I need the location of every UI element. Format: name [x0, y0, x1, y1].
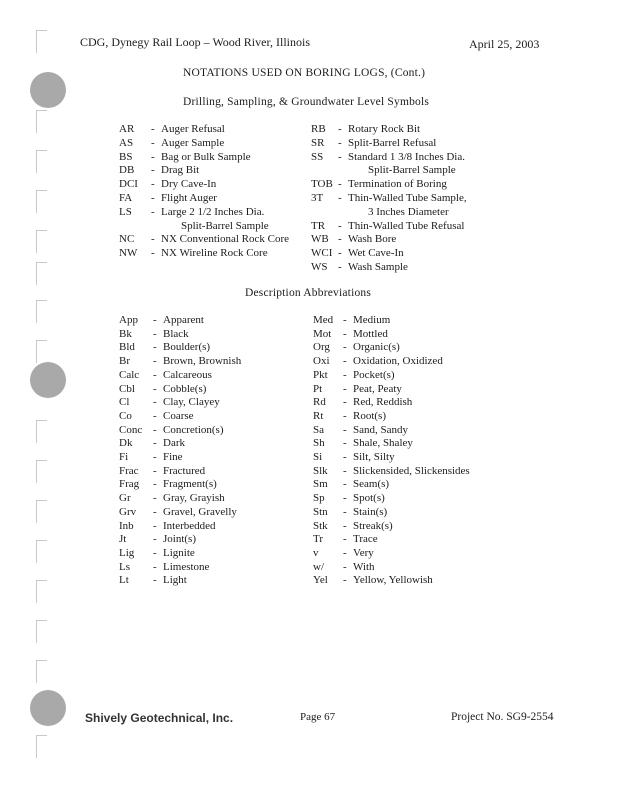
abbreviation-description: Flight Auger	[161, 192, 217, 204]
abbreviation-code: DB	[119, 164, 135, 177]
separator-dash: -	[338, 247, 342, 260]
separator-dash: -	[343, 560, 347, 573]
abbreviation-description: Split-Barrel Refusal	[348, 136, 437, 149]
separator-dash: -	[343, 341, 347, 354]
separator-dash: -	[153, 546, 157, 559]
abbreviation-description: Fractured	[163, 464, 206, 477]
separator-dash: -	[153, 533, 157, 546]
separator-dash: -	[343, 396, 347, 409]
separator-dash: -	[343, 368, 347, 381]
abbreviation-description: Dry Cave-In	[161, 178, 217, 191]
abbreviation-code: Dk	[119, 437, 133, 450]
abbreviation-description: Auger Refusal	[161, 123, 225, 135]
abbreviation-description: Fine	[163, 451, 183, 463]
abbreviation-description: Auger Sample	[161, 136, 225, 149]
separator-dash: -	[153, 519, 157, 532]
abbreviation-code: NC	[119, 233, 135, 246]
abbreviation-description: NX Conventional Rock Core	[161, 233, 290, 246]
abbreviation-description: Wet Cave-In	[348, 247, 404, 260]
separator-dash: -	[343, 492, 347, 505]
separator-dash: -	[151, 205, 155, 218]
binder-tab-mark	[36, 735, 47, 758]
separator-dash: -	[153, 341, 157, 354]
abbreviation-code: Br	[119, 355, 130, 368]
separator-dash: -	[151, 150, 155, 163]
footer-company: Shively Geotechnical, Inc.	[85, 711, 234, 725]
abbreviation-description: Apparent	[163, 314, 204, 326]
binder-tab-mark	[36, 110, 47, 133]
separator-dash: -	[343, 382, 347, 395]
abbreviation-code: Bk	[119, 327, 132, 340]
abbreviation-code: TOB	[311, 178, 333, 191]
abbreviation-code: WCI	[311, 247, 333, 260]
abbreviation-description: Thin-Walled Tube Refusal	[348, 219, 465, 232]
separator-dash: -	[153, 423, 157, 436]
separator-dash: -	[343, 519, 347, 532]
separator-dash: -	[338, 178, 342, 191]
separator-dash: -	[153, 327, 157, 340]
abbreviation-code: Pt	[313, 382, 323, 395]
abbreviation-description-continued: 3 Inches Diameter	[368, 205, 449, 218]
separator-dash: -	[151, 178, 155, 191]
page-title: NOTATIONS USED ON BORING LOGS, (Cont.)	[183, 67, 426, 79]
abbreviation-code: Bld	[119, 341, 135, 354]
abbreviation-description: Brown, Brownish	[163, 355, 242, 368]
abbreviation-description: Limestone	[163, 560, 210, 573]
abbreviation-code: Inb	[119, 519, 134, 532]
separator-dash: -	[153, 314, 157, 326]
binder-tab-mark	[36, 620, 47, 643]
abbreviation-code: Sa	[313, 423, 324, 436]
separator-dash: -	[153, 396, 157, 409]
abbreviation-code: DCI	[119, 178, 138, 191]
separator-dash: -	[153, 451, 157, 463]
separator-dash: -	[343, 464, 347, 477]
abbreviation-description: Calcareous	[163, 368, 212, 381]
abbreviation-description: Interbedded	[163, 519, 216, 532]
separator-dash: -	[153, 464, 157, 477]
binder-tab-mark	[36, 230, 47, 253]
abbreviation-description: Oxidation, Oxidized	[353, 355, 443, 368]
separator-dash: -	[151, 123, 155, 135]
abbreviation-description: Joint(s)	[163, 533, 196, 546]
abbreviation-code: Frag	[119, 478, 140, 491]
abbreviation-description: Concretion(s)	[163, 423, 224, 436]
footer-page-number: Page 67	[300, 711, 336, 723]
binder-tab-mark	[36, 300, 47, 323]
abbreviation-description: Red, Reddish	[353, 396, 413, 409]
abbreviation-code: Rd	[313, 396, 326, 409]
abbreviation-description: NX Wireline Rock Core	[161, 247, 268, 260]
separator-dash: -	[153, 368, 157, 381]
binder-punch-hole	[30, 690, 66, 726]
separator-dash: -	[338, 136, 342, 149]
separator-dash: -	[151, 136, 155, 149]
separator-dash: -	[343, 437, 347, 450]
separator-dash: -	[338, 123, 342, 135]
abbreviation-code: Stk	[313, 519, 328, 532]
abbreviation-code: Conc	[119, 423, 143, 436]
abbreviation-description: Yellow, Yellowish	[353, 574, 433, 587]
abbreviation-description: Trace	[353, 533, 378, 546]
abbreviation-code: Rt	[313, 409, 324, 422]
abbreviation-code: Jt	[119, 533, 127, 546]
abbreviation-code: Sm	[313, 478, 328, 491]
binder-tab-mark	[36, 262, 47, 285]
abbreviation-description: Sand, Sandy	[353, 423, 408, 436]
separator-dash: -	[153, 355, 157, 368]
binder-tab-mark	[36, 660, 47, 683]
binder-tab-mark	[36, 500, 47, 523]
abbreviation-code: Cl	[119, 396, 130, 409]
abbreviation-code: Sh	[313, 437, 325, 450]
abbreviation-code: 3T	[311, 192, 324, 204]
abbreviation-description: Organic(s)	[353, 341, 400, 354]
abbreviation-code: Lt	[119, 574, 129, 587]
abbreviation-code: Slk	[313, 464, 328, 477]
footer-project-number: Project No. SG9-2554	[451, 711, 554, 723]
abbreviation-code: AR	[119, 123, 135, 135]
separator-dash: -	[343, 327, 347, 340]
separator-dash: -	[151, 233, 155, 246]
abbreviation-description: Medium	[353, 314, 391, 326]
abbreviation-description: Dark	[163, 437, 185, 450]
separator-dash: -	[153, 574, 157, 587]
abbreviation-code: v	[313, 546, 319, 559]
binder-punch-hole	[30, 72, 66, 108]
separator-dash: -	[153, 382, 157, 395]
abbreviation-description: Coarse	[163, 409, 194, 422]
separator-dash: -	[153, 560, 157, 573]
abbreviation-description: Boulder(s)	[163, 341, 211, 354]
section-heading-description: Description Abbreviations	[245, 287, 372, 299]
abbreviation-code: TR	[311, 219, 326, 232]
abbreviation-description: Wash Bore	[348, 233, 397, 246]
abbreviation-code: Mot	[313, 327, 332, 340]
abbreviation-description: Root(s)	[353, 409, 386, 422]
abbreviation-code: Org	[313, 341, 330, 354]
abbreviation-description: Light	[163, 574, 187, 587]
binder-tab-mark	[36, 150, 47, 173]
abbreviation-description: Clay, Clayey	[163, 396, 220, 409]
abbreviation-code: w/	[313, 560, 324, 573]
separator-dash: -	[153, 478, 157, 491]
abbreviation-description: Bag or Bulk Sample	[161, 150, 251, 163]
abbreviation-code: FA	[119, 192, 133, 204]
abbreviation-code: Lig	[119, 546, 135, 559]
binder-tab-mark	[36, 460, 47, 483]
abbreviation-code: NW	[119, 247, 138, 260]
separator-dash: -	[338, 150, 342, 163]
abbreviation-description: Stain(s)	[353, 505, 388, 518]
abbreviation-code: WB	[311, 233, 329, 246]
abbreviation-code: Frac	[119, 464, 139, 477]
abbreviation-code: Si	[313, 451, 323, 463]
separator-dash: -	[153, 492, 157, 505]
abbreviation-description: Lignite	[163, 546, 195, 559]
abbreviation-code: Calc	[119, 368, 140, 381]
abbreviation-code: App	[119, 314, 138, 326]
abbreviation-description: Thin-Walled Tube Sample,	[348, 192, 467, 204]
abbreviation-description: Drag Bit	[161, 164, 200, 177]
separator-dash: -	[343, 546, 347, 559]
abbreviation-code: LS	[119, 205, 132, 218]
binder-punch-hole	[30, 362, 66, 398]
binder-tab-mark	[36, 540, 47, 563]
abbreviation-code: Med	[313, 314, 334, 326]
abbreviation-code: RB	[311, 123, 326, 135]
separator-dash: -	[338, 233, 342, 246]
separator-dash: -	[153, 409, 157, 422]
abbreviation-description: Black	[163, 327, 189, 340]
header-project: CDG, Dynegy Rail Loop – Wood River, Illinois	[80, 35, 310, 49]
separator-dash: -	[343, 574, 347, 587]
abbreviation-code: SR	[311, 136, 325, 149]
abbreviation-description-continued: Split-Barrel Sample	[368, 164, 456, 177]
abbreviation-code: Stn	[313, 505, 328, 518]
abbreviation-code: Cbl	[119, 382, 135, 395]
abbreviation-description-continued: Split-Barrel Sample	[181, 219, 269, 232]
abbreviation-description: Seam(s)	[353, 478, 390, 491]
abbreviation-description: Spot(s)	[353, 492, 385, 505]
abbreviation-description: Peat, Peaty	[353, 382, 402, 395]
separator-dash: -	[153, 505, 157, 518]
abbreviation-code: BS	[119, 150, 133, 163]
separator-dash: -	[338, 192, 342, 204]
binder-tab-mark	[36, 340, 47, 363]
abbreviation-code: Fi	[119, 451, 129, 463]
abbreviation-description: Fragment(s)	[163, 478, 217, 491]
abbreviation-description: Gravel, Gravelly	[163, 505, 237, 518]
separator-dash: -	[343, 478, 347, 491]
abbreviation-description: Very	[353, 546, 374, 559]
abbreviation-code: Grv	[119, 505, 137, 518]
separator-dash: -	[343, 355, 347, 368]
separator-dash: -	[343, 451, 347, 463]
abbreviation-description: Wash Sample	[348, 261, 408, 273]
abbreviation-description: Termination of Boring	[348, 178, 447, 191]
abbreviation-description: Slickensided, Slickensides	[353, 464, 470, 477]
separator-dash: -	[153, 437, 157, 450]
abbreviation-description: Streak(s)	[353, 519, 393, 532]
abbreviation-description: Pocket(s)	[353, 368, 395, 381]
separator-dash: -	[343, 314, 347, 326]
abbreviation-description: Gray, Grayish	[163, 492, 225, 505]
abbreviation-description: Large 2 1/2 Inches Dia.	[161, 205, 265, 218]
abbreviation-description: With	[353, 560, 375, 573]
separator-dash: -	[338, 261, 342, 273]
abbreviation-code: Yel	[313, 574, 328, 587]
abbreviation-description: Mottled	[353, 327, 388, 340]
abbreviation-description: Rotary Rock Bit	[348, 123, 421, 135]
abbreviation-code: WS	[311, 261, 328, 273]
abbreviation-code: Gr	[119, 492, 131, 505]
abbreviation-code: Oxi	[313, 355, 330, 368]
binder-tab-mark	[36, 190, 47, 213]
abbreviation-code: Co	[119, 409, 132, 422]
abbreviation-code: Pkt	[313, 368, 328, 381]
separator-dash: -	[343, 409, 347, 422]
section-heading-drilling: Drilling, Sampling, & Groundwater Level Symbols	[183, 96, 430, 108]
abbreviation-code: SS	[311, 150, 324, 163]
abbreviation-description: Standard 1 3/8 Inches Dia.	[348, 150, 465, 163]
separator-dash: -	[343, 505, 347, 518]
separator-dash: -	[338, 219, 342, 232]
abbreviation-code: Ls	[119, 560, 130, 573]
abbreviation-description: Cobble(s)	[163, 382, 207, 395]
binder-tab-mark	[36, 420, 47, 443]
abbreviation-code: Tr	[313, 533, 323, 546]
separator-dash: -	[343, 533, 347, 546]
separator-dash: -	[151, 192, 155, 204]
header-date: April 25, 2003	[469, 37, 540, 51]
binder-tab-mark	[36, 580, 47, 603]
separator-dash: -	[151, 247, 155, 260]
abbreviation-description: Silt, Silty	[353, 451, 395, 463]
abbreviation-code: Sp	[313, 492, 325, 505]
abbreviation-code: AS	[119, 136, 134, 149]
separator-dash: -	[343, 423, 347, 436]
abbreviation-description: Shale, Shaley	[353, 437, 413, 450]
separator-dash: -	[151, 164, 155, 177]
binder-tab-mark	[36, 30, 47, 53]
